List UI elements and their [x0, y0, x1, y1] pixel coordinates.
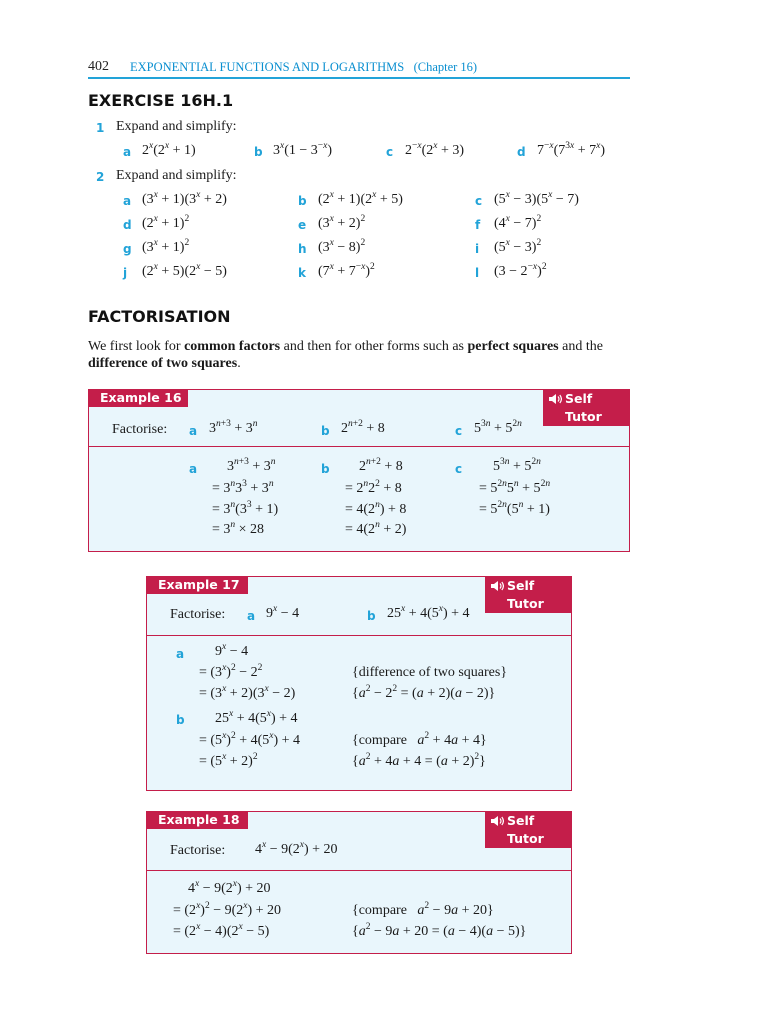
example-18-divider: [147, 870, 571, 871]
q2-expr-h: $(3^x - 8)^2$: [318, 238, 366, 255]
q2-label-g: g: [123, 242, 132, 256]
ex16-part-b-label: b: [321, 424, 330, 438]
q2-expr-i: $(5^x - 3)^2$: [494, 238, 542, 255]
ex16-sol-b-3: = $4(2^n) + 8$: [345, 500, 407, 517]
q2-label-a: a: [123, 194, 132, 208]
ex17-sol-a-label: a: [176, 647, 185, 661]
q2-expr-a: $(3^x + 1)(3^x + 2)$: [142, 190, 227, 207]
q1-label-d: d: [517, 145, 526, 159]
ex16-q-a: $3^{n+3} + 3^n$: [209, 419, 258, 436]
intro-text-1: We first look for: [88, 339, 185, 354]
ex17-sol-b-2: = $(5^x)^2 + 4(5^x) + 4$: [199, 731, 301, 748]
ex17-note-b-1: {compare $a^2 + 4a + 4$}: [352, 731, 487, 748]
intro-bold-perfect-squares: perfect squares: [467, 339, 559, 354]
q2-label-i: i: [475, 242, 480, 256]
q2-expr-b: $(2^x + 1)(2^x + 5)$: [318, 190, 403, 207]
q2-expr-g: $(3^x + 1)^2$: [142, 238, 190, 255]
ex16-sol-a-3: = $3^n(3^3 + 1)$: [212, 500, 279, 517]
exercise-title: EXERCISE 16H.1: [88, 91, 234, 110]
ex17-note-a-1: {difference of two squares}: [352, 665, 508, 680]
ex17-note-a-2: $\{a^2 - 2^2 = (a + 2)(a - 2)\}$: [352, 684, 496, 701]
example-16-tab: Example 16: [88, 389, 188, 407]
q1-label-b: b: [254, 145, 263, 159]
q2-label-e: e: [298, 218, 307, 232]
ex16-sol-b-1: $2^{n+2} + 8$: [359, 457, 403, 474]
ex17-part-b-label: b: [367, 609, 376, 623]
q2-label-d: d: [123, 218, 132, 232]
ex16-sol-c-label: c: [455, 462, 463, 476]
ex16-part-a-label: a: [189, 424, 198, 438]
ex18-sol-2: = $(2^x)^2 - 9(2^x) + 20$: [173, 901, 282, 918]
running-title-text: EXPONENTIAL FUNCTIONS AND LOGARITHMS: [130, 60, 405, 74]
question-1-prompt: Expand and simplify:: [116, 119, 237, 134]
q1-label-c: c: [386, 145, 394, 159]
speaker-icon: [490, 815, 504, 827]
ex16-sol-c-3: = $5^{2n}(5^n + 1)$: [479, 500, 550, 517]
example-17-tab: Example 17: [146, 576, 248, 594]
q2-label-j: j: [123, 266, 128, 280]
q2-expr-d: $(2^x + 1)^2$: [142, 214, 190, 231]
intro-text-3: and the: [558, 339, 603, 354]
intro-line-1: [88, 339, 603, 355]
ex16-sol-a-label: a: [189, 462, 198, 476]
ex18-note-2: $\{a^2 - 9a + 20 = (a - 4)(a - 5)\}$: [352, 922, 527, 939]
self-tutor-button-16[interactable]: [543, 390, 629, 426]
ex16-sol-b-4: = $4(2^n + 2)$: [345, 520, 407, 537]
q1-label-a: a: [123, 145, 132, 159]
q2-label-h: h: [298, 242, 307, 256]
q2-expr-f: $(4^x - 7)^2$: [494, 214, 542, 231]
ex17-sol-a-2: = $(3^x)^2 - 2^2$: [199, 663, 263, 680]
ex18-compare-word: {compare: [352, 903, 407, 918]
ex17-sol-b-1: $25^x + 4(5^x) + 4$: [215, 709, 298, 726]
q2-expr-e: $(3^x + 2)^2$: [318, 214, 366, 231]
example-16-divider: [89, 446, 629, 447]
intro-text-2: and then for other forms such as: [280, 339, 468, 354]
q2-expr-k: $(7^x + 7^{-x})^2$: [318, 262, 375, 279]
running-title: [130, 60, 477, 75]
q2-label-f: f: [475, 218, 481, 232]
q1-expr-d: $7^{-x}(7^{3x} + 7^x)$: [537, 141, 606, 158]
ex16-part-c-label: c: [455, 424, 463, 438]
self-tutor-label-17: Self Tutor: [507, 578, 544, 611]
q2-label-l: l: [475, 266, 480, 280]
ex17-part-a-label: a: [247, 609, 256, 623]
q2-expr-l: $(3 - 2^{-x})^2$: [494, 262, 547, 279]
ex16-sol-c-1: $5^{3n} + 5^{2n}$: [493, 457, 541, 474]
ex16-sol-b-label: b: [321, 462, 330, 476]
question-number-2: 2: [96, 170, 105, 184]
speaker-icon: [490, 580, 504, 592]
example-16-prompt: Factorise:: [112, 422, 168, 437]
ex17-q-a: $9^x - 4$: [266, 604, 300, 621]
ex16-sol-b-2: = $2^n2^2 + 8$: [345, 479, 402, 496]
ex16-q-b: $2^{n+2} + 8$: [341, 419, 385, 436]
intro-line-2: [88, 356, 241, 372]
example-17-prompt: Factorise:: [170, 607, 226, 622]
self-tutor-label-16: Self Tutor: [565, 391, 602, 424]
ex17-q-b: $25^x + 4(5^x) + 4$: [387, 604, 470, 621]
question-number-1: 1: [96, 121, 105, 135]
example-17-divider: [147, 635, 571, 636]
intro-bold-difference: difference of two squares: [88, 356, 238, 371]
ex16-sol-a-2: = $3^n3^3 + 3^n$: [212, 479, 274, 496]
self-tutor-label-18: Self Tutor: [507, 813, 544, 846]
ex17-sol-a-1: $9^x - 4$: [215, 642, 249, 659]
speaker-icon: [548, 393, 562, 405]
ex18-q: $4^x - 9(2^x) + 20$: [255, 840, 338, 857]
q1-expr-c: $2^{-x}(2^x + 3)$: [405, 141, 465, 158]
self-tutor-button-17[interactable]: [485, 577, 571, 613]
ex16-sol-a-1: $3^{n+3} + 3^n$: [227, 457, 276, 474]
ex16-sol-a-4: = $3^n \times 28$: [212, 520, 265, 537]
intro-bold-common-factors: common factors: [184, 339, 281, 354]
ex18-sol-1: $4^x - 9(2^x) + 20$: [188, 879, 271, 896]
ex17-sol-b-3: = $(5^x + 2)^2$: [199, 752, 258, 769]
ex17-compare-word: {compare: [352, 733, 407, 748]
question-2-prompt: Expand and simplify:: [116, 168, 237, 183]
ex16-q-c: $5^{3n} + 5^{2n}$: [474, 419, 522, 436]
q2-label-c: c: [475, 194, 483, 208]
q2-expr-c: $(5^x - 3)(5^x - 7)$: [494, 190, 579, 207]
self-tutor-button-18[interactable]: [485, 812, 571, 848]
chapter-label: (Chapter 16): [413, 60, 478, 74]
ex17-sol-b-label: b: [176, 713, 185, 727]
ex17-sol-a-3: = $(3^x + 2)(3^x - 2)$: [199, 684, 296, 701]
intro-period: .: [237, 356, 241, 371]
section-title: FACTORISATION: [88, 307, 231, 326]
q1-expr-b: $3^x(1 - 3^{-x})$: [273, 141, 333, 158]
q2-label-b: b: [298, 194, 307, 208]
example-18-tab: Example 18: [146, 811, 248, 829]
q2-expr-j: $(2^x + 5)(2^x - 5)$: [142, 262, 227, 279]
example-18-prompt: Factorise:: [170, 843, 226, 858]
q1-expr-a: $2^x(2^x + 1)$: [142, 141, 196, 158]
ex16-sol-c-2: = $5^{2n}5^n + 5^{2n}$: [479, 479, 551, 496]
ex18-note-1: {compare $a^2 - 9a + 20$}: [352, 901, 494, 918]
header-rule: [88, 77, 630, 79]
q2-label-k: k: [298, 266, 306, 280]
ex18-sol-3: = $(2^x - 4)(2^x - 5)$: [173, 922, 270, 939]
page-number: 402: [88, 59, 109, 74]
ex17-note-b-2: $\{a^2 + 4a + 4 = (a + 2)^2\}$: [352, 752, 486, 769]
